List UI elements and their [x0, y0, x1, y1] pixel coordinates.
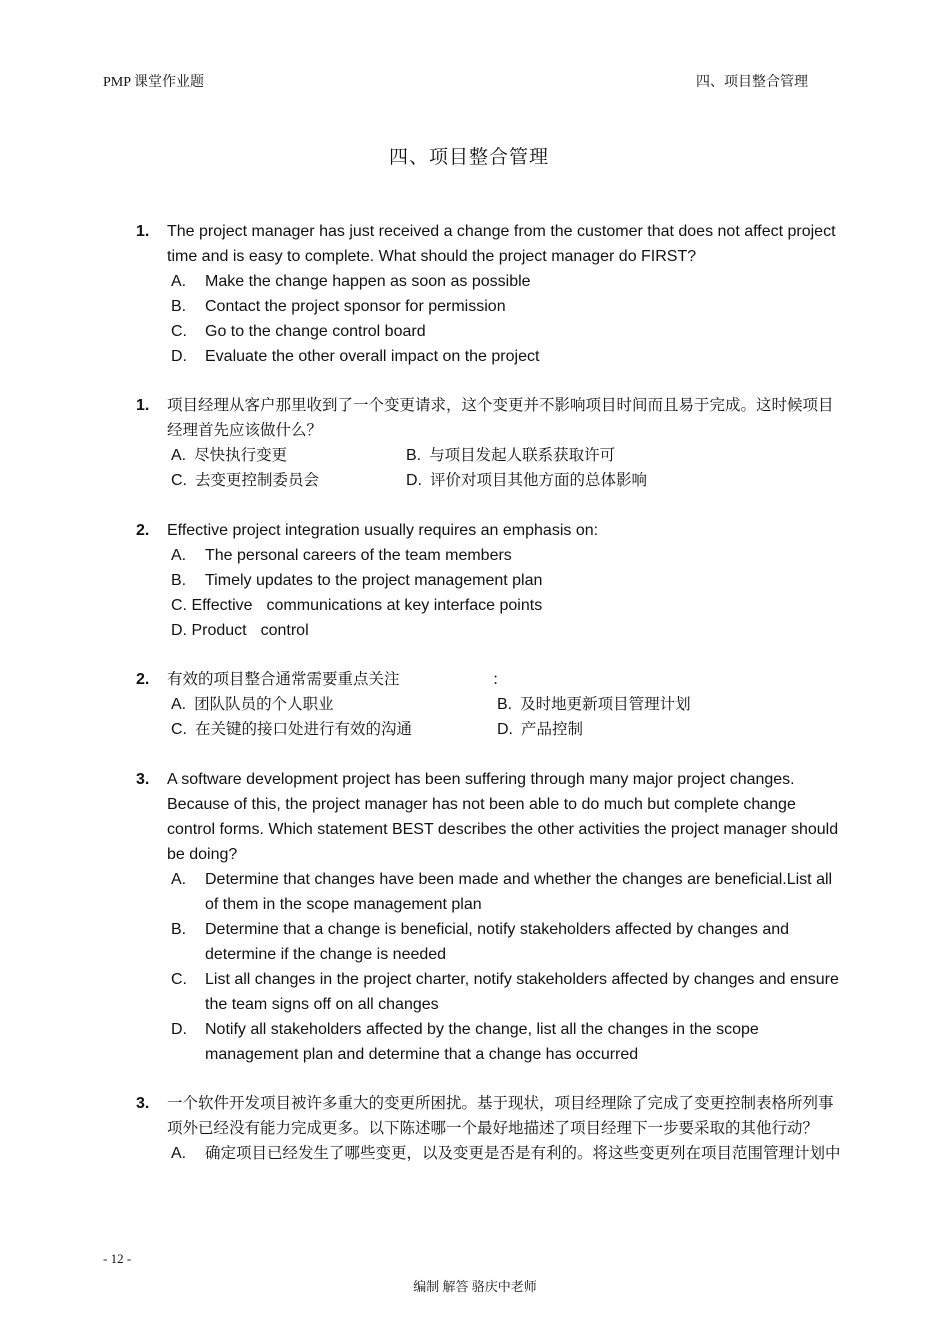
option-list — [171, 269, 844, 369]
option-text: 产品控制 — [521, 720, 584, 738]
option-a — [171, 692, 487, 717]
page-number: - 12 - — [103, 1251, 132, 1266]
option-letter: A. — [171, 273, 187, 290]
option-letter: A. — [171, 1145, 187, 1162]
option-c — [171, 319, 844, 344]
option-text: 去变更控制委员会 — [195, 471, 320, 489]
option-letter: B. — [171, 298, 187, 315]
option-text: The personal careers of the team members — [205, 547, 512, 564]
option-text: Contact the project sponsor for permission — [205, 298, 506, 315]
option-b — [171, 917, 844, 967]
option-list — [171, 867, 844, 1067]
option-letter: A. — [171, 871, 187, 888]
question-number: 2. — [136, 522, 150, 539]
option-text: 评价对项目其他方面的总体影响 — [430, 471, 648, 489]
option-b — [406, 443, 844, 468]
option-letter: C. — [171, 323, 187, 340]
option-text: 尽快执行变更 — [194, 446, 288, 464]
question-3-en — [136, 767, 844, 1067]
stem-text: 有效的项目整合通常需要重点关注 — [167, 670, 400, 688]
option-d — [171, 618, 844, 643]
option-text: List all changes in the project charter, notify stakeholders affected by changes and ensure the team signs off on all changes — [205, 971, 839, 1013]
option-a — [171, 443, 396, 468]
option-letter: D. — [406, 472, 422, 489]
question-stem: Effective project integration usually requires an emphasis on: — [167, 522, 599, 539]
option-d — [497, 717, 844, 742]
question-1-en — [136, 219, 844, 369]
option-text: 确定项目已经发生了哪些变更，以及变更是否是有利的。将这些变更列在项目范围管理计划中 — [205, 1144, 841, 1162]
page-title: 四、项目整合管理 — [388, 147, 549, 168]
question-2-en — [136, 518, 844, 643]
option-a — [171, 867, 844, 917]
question-3-zh — [136, 1091, 844, 1166]
option-c — [171, 717, 487, 742]
question-number: 1. — [136, 397, 150, 414]
option-letter: C. — [171, 472, 187, 489]
option-c — [171, 468, 396, 493]
page-footer: 编制 解答 骆庆中老师 — [413, 1279, 537, 1294]
option-text: Go to the change control board — [205, 323, 426, 340]
option-list — [171, 543, 844, 643]
option-d — [406, 468, 844, 493]
option-letter: A. — [171, 447, 187, 464]
header-right: 四、项目整合管理 — [696, 75, 808, 90]
option-letter: D. — [171, 1021, 187, 1038]
option-text: communications at key interface points — [266, 597, 543, 614]
option-b — [171, 294, 844, 319]
option-grid — [171, 443, 844, 493]
option-letter: D. — [171, 348, 187, 365]
option-a — [171, 269, 844, 294]
option-text: 在关键的接口处进行有效的沟通 — [195, 720, 413, 738]
option-text: Determine that a change is beneficial, notify stakeholders affected by changes and determine if the change is needed — [205, 921, 790, 963]
question-stem: A software development project has been suffering through many major project changes. Because of this, the project manager has not been able to do much but complete change control forms. Which statement BEST describes the other activities the project manager should be doing? — [167, 771, 839, 863]
option-c — [171, 593, 844, 618]
option-letter: D. Product — [171, 622, 247, 639]
question-stem: 项目经理从客户那里收到了一个变更请求，这个变更并不影响项目时间而且易于完成。这时候项目经理首先应该做什么？ — [167, 396, 834, 439]
option-b — [171, 568, 844, 593]
stem-colon: ： — [492, 670, 508, 688]
option-text: Determine that changes have been made and whether the changes are beneficial.List all of them in the scope management plan — [205, 871, 833, 913]
question-1-zh — [136, 393, 844, 493]
option-letter: B. — [171, 572, 187, 589]
question-stem: The project manager has just received a change from the customer that does not affect project time and is easy to complete. What should the project manager do FIRST? — [167, 223, 836, 265]
option-letter: B. — [497, 696, 513, 713]
option-letter: B. — [406, 447, 422, 464]
question-number: 3. — [136, 1095, 150, 1112]
option-letter: D. — [497, 721, 513, 738]
option-letter: C. — [171, 971, 187, 988]
option-c — [171, 967, 844, 1017]
option-text: Notify all stakeholders affected by the change, list all the changes in the scope management plan and determine that a change has occurred — [205, 1021, 759, 1063]
option-letter: B. — [171, 921, 187, 938]
option-letter: A. — [171, 696, 187, 713]
header-left: PMP 课堂作业题 — [103, 75, 205, 90]
question-2-zh — [136, 667, 844, 742]
option-text: control — [260, 622, 309, 639]
option-text: Evaluate the other overall impact on the project — [205, 348, 540, 365]
option-d — [171, 1017, 844, 1067]
option-letter: A. — [171, 547, 187, 564]
option-text: 与项目发起人联系获取许可 — [429, 446, 616, 464]
question-number: 2. — [136, 671, 150, 688]
option-d — [171, 344, 844, 369]
option-text: Timely updates to the project management plan — [205, 572, 543, 589]
option-text: 团队队员的个人职业 — [194, 695, 334, 713]
question-stem: 一个软件开发项目被许多重大的变更所困扰。基于现状，项目经理除了完成了变更控制表格所列事项外已经没有能力完成更多。以下陈述哪一个最好地描述了项目经理下一步要采取的其他行动？ — [167, 1094, 834, 1137]
option-letter: C. Effective — [171, 597, 253, 614]
question-stem — [167, 667, 844, 692]
option-letter: C. — [171, 721, 187, 738]
question-number: 1. — [136, 223, 150, 240]
option-a — [171, 543, 844, 568]
option-list — [171, 1141, 844, 1166]
option-b — [497, 692, 844, 717]
question-number: 3. — [136, 771, 150, 788]
option-grid — [171, 692, 844, 742]
option-text: Make the change happen as soon as possible — [205, 273, 531, 290]
option-a — [171, 1141, 844, 1166]
option-text: 及时地更新项目管理计划 — [520, 695, 691, 713]
